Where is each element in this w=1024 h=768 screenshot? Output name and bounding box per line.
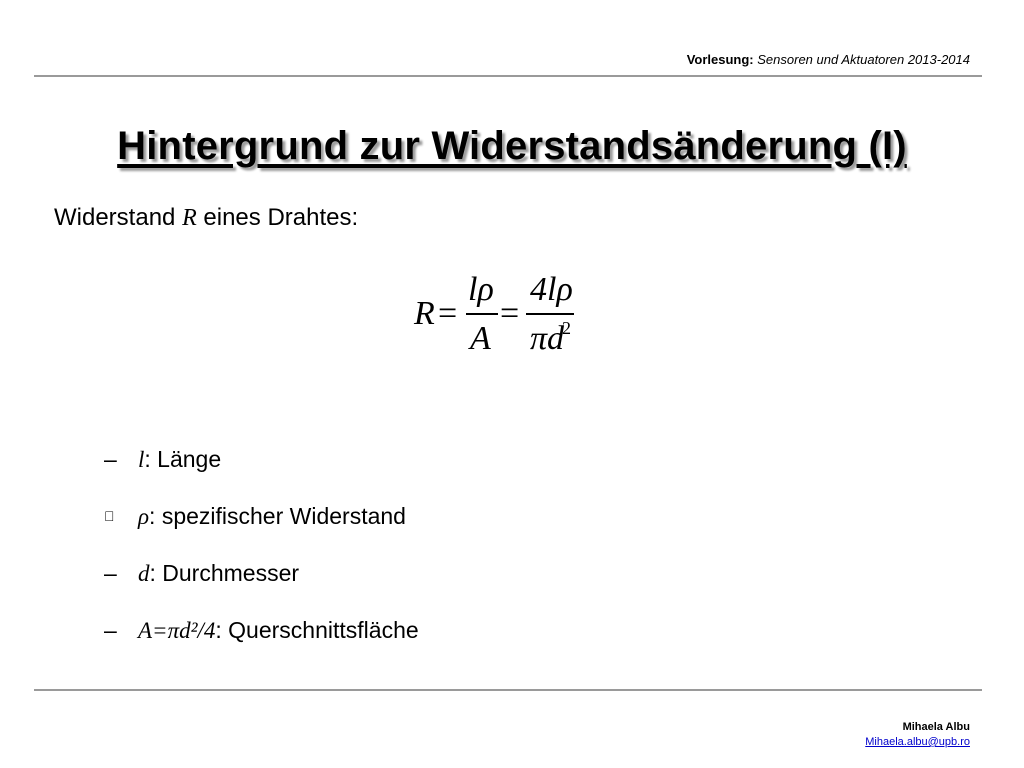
- definition-text: : Durchmesser: [149, 560, 300, 586]
- formula-equals-2: =: [500, 295, 520, 332]
- formula-fraction2-denominator: πd: [530, 320, 565, 357]
- intro-symbol: R: [182, 205, 197, 231]
- definition-item-diameter: [104, 560, 299, 587]
- formula-lhs: R: [414, 295, 435, 332]
- definition-text: : Querschnittsfläche: [215, 617, 419, 643]
- definition-text: : spezifischer Widerstand: [149, 503, 406, 529]
- formula-fraction1-numerator: lρ: [468, 271, 494, 308]
- intro-text-before: Widerstand: [54, 204, 176, 231]
- formula-fraction2-bar: [526, 313, 574, 315]
- formula-equals-1: =: [438, 295, 458, 332]
- definition-symbol: ρ: [138, 504, 150, 529]
- author-name: Mihaela Albu: [902, 721, 970, 733]
- slide-footer: [865, 720, 970, 750]
- dash-bullet: –: [104, 617, 117, 643]
- formula-fraction2-numerator: 4lρ: [530, 271, 573, 308]
- square-bullet-icon: [104, 508, 138, 524]
- definition-item-area: [104, 617, 419, 644]
- formula-exponent: 2: [562, 318, 571, 338]
- definition-symbol: A=πd²/4: [138, 618, 216, 643]
- definition-symbol: l: [138, 447, 145, 472]
- intro-text-after: eines Drahtes:: [203, 204, 359, 231]
- formula-fraction1-bar: [466, 313, 498, 315]
- slide-title: Hintergrund zur Widerstandsänderung (I): [117, 124, 907, 168]
- intro-line: [54, 204, 358, 232]
- definition-item-resistivity: [104, 503, 406, 530]
- top-divider: [34, 75, 982, 77]
- definition-symbol: d: [138, 561, 150, 586]
- bottom-divider: [34, 689, 982, 691]
- header-label: Vorlesung:: [686, 52, 754, 67]
- dash-bullet: –: [104, 446, 117, 472]
- definition-text: : Länge: [144, 446, 222, 472]
- slide-header: [687, 52, 970, 67]
- header-course: Sensoren und Aktuatoren 2013-2014: [757, 52, 970, 67]
- resistance-formula: [400, 262, 600, 362]
- dash-bullet: –: [104, 560, 117, 586]
- formula-fraction1-denominator: A: [470, 320, 491, 357]
- author-email-link[interactable]: Mihaela.albu@upb.ro: [865, 736, 970, 748]
- definition-item-length: [104, 446, 221, 473]
